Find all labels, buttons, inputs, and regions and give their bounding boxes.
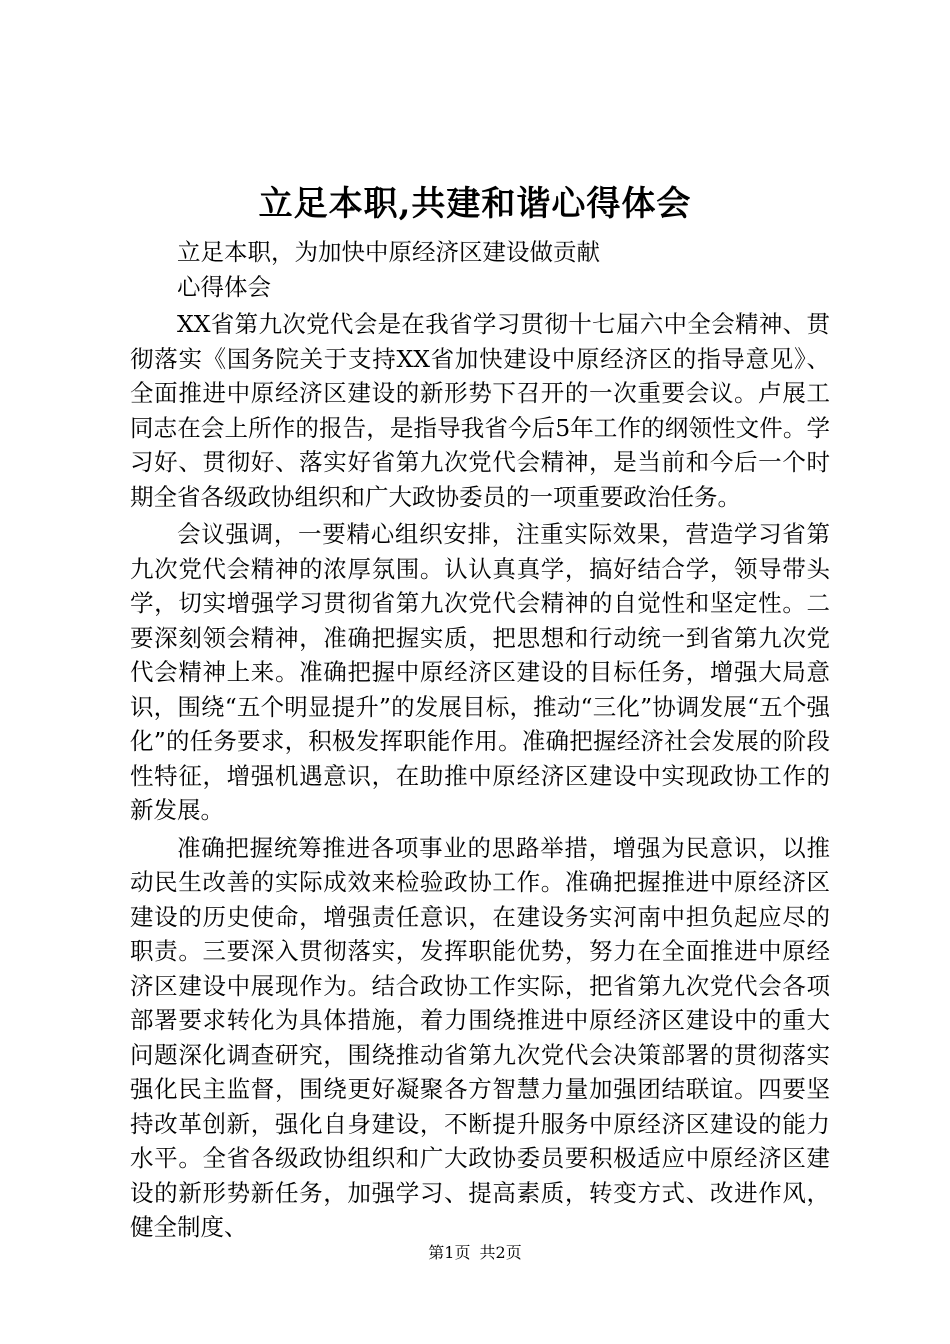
subtitle-line: 心得体会: [177, 272, 271, 301]
body-paragraph: 准确把握统筹推进各项事业的思路举措，增强为民意识，以推动民生改善的实际成效来检验政协工作。准确把握推进中原经济区建设的历史使命，增强责任意识，在建设务实河南中担负起应尽的职责。三要深入贯彻落实，发挥职能优势，努力在全面推进中原经济区建设中展现作为。结合政协工作实际，把省第九次党代会各项部署要求转化为具体措施，着力围绕推进中原经济区建设中的重大问题深化调查研究，围绕推动省第九次党代会决策部署的贯彻落实强化民主监督，围绕更好凝聚各方智慧力量加强团结联谊。四要坚持改革创新，强化自身建设，不断提升服务中原经济区建设的能力水平。全省各级政协组织和广大政协委员要积极适应中原经济区建设的新形势新任务，加强学习、提高素质，转变方式、改进作风，健全制度、: [130, 833, 830, 1241]
body-paragraph: 会议强调，一要精心组织安排，注重实际效果，营造学习省第九次党代会精神的浓厚氛围。认认真真学，搞好结合学，领导带头学，切实增强学习贯彻省第九次党代会精神的自觉性和坚定性。二要深刻领会精神，准确把握实质，把思想和行动统一到省第九次党代会精神上来。准确把握中原经济区建设的目标任务，增强大局意识，围绕“五个明显提升”的发展目标，推动“三化”协调发展“五个强化”的任务要求，积极发挥职能作用。准确把握经济社会发展的阶段性特征，增强机遇意识，在助推中原经济区建设中实现政协工作的新发展。: [130, 520, 830, 824]
subtitle-line: 立足本职，为加快中原经济区建设做贡献: [177, 238, 600, 266]
page-total: 共2页: [479, 1243, 522, 1262]
page-footer: [0, 1243, 950, 1263]
page-number: 第1页: [428, 1243, 471, 1262]
document-body: [130, 235, 830, 1245]
body-paragraph: XX省第九次党代会是在我省学习贯彻十七届六中全会精神、贯彻落实《国务院关于支持XX省加快建设中原经济区的指导意见》、全面推进中原经济区建设的新形势下召开的一次重要会议。卢展工同志在会上所作的报告，是指导我省今后5年工作的纲领性文件。学习好、贯彻好、落实好省第九次党代会精神，是当前和今后一个时期全省各级政协组织和广大政协委员的一项重要政治任务。: [130, 310, 830, 511]
document-title: 立足本职,共建和谐心得体会: [258, 184, 692, 224]
